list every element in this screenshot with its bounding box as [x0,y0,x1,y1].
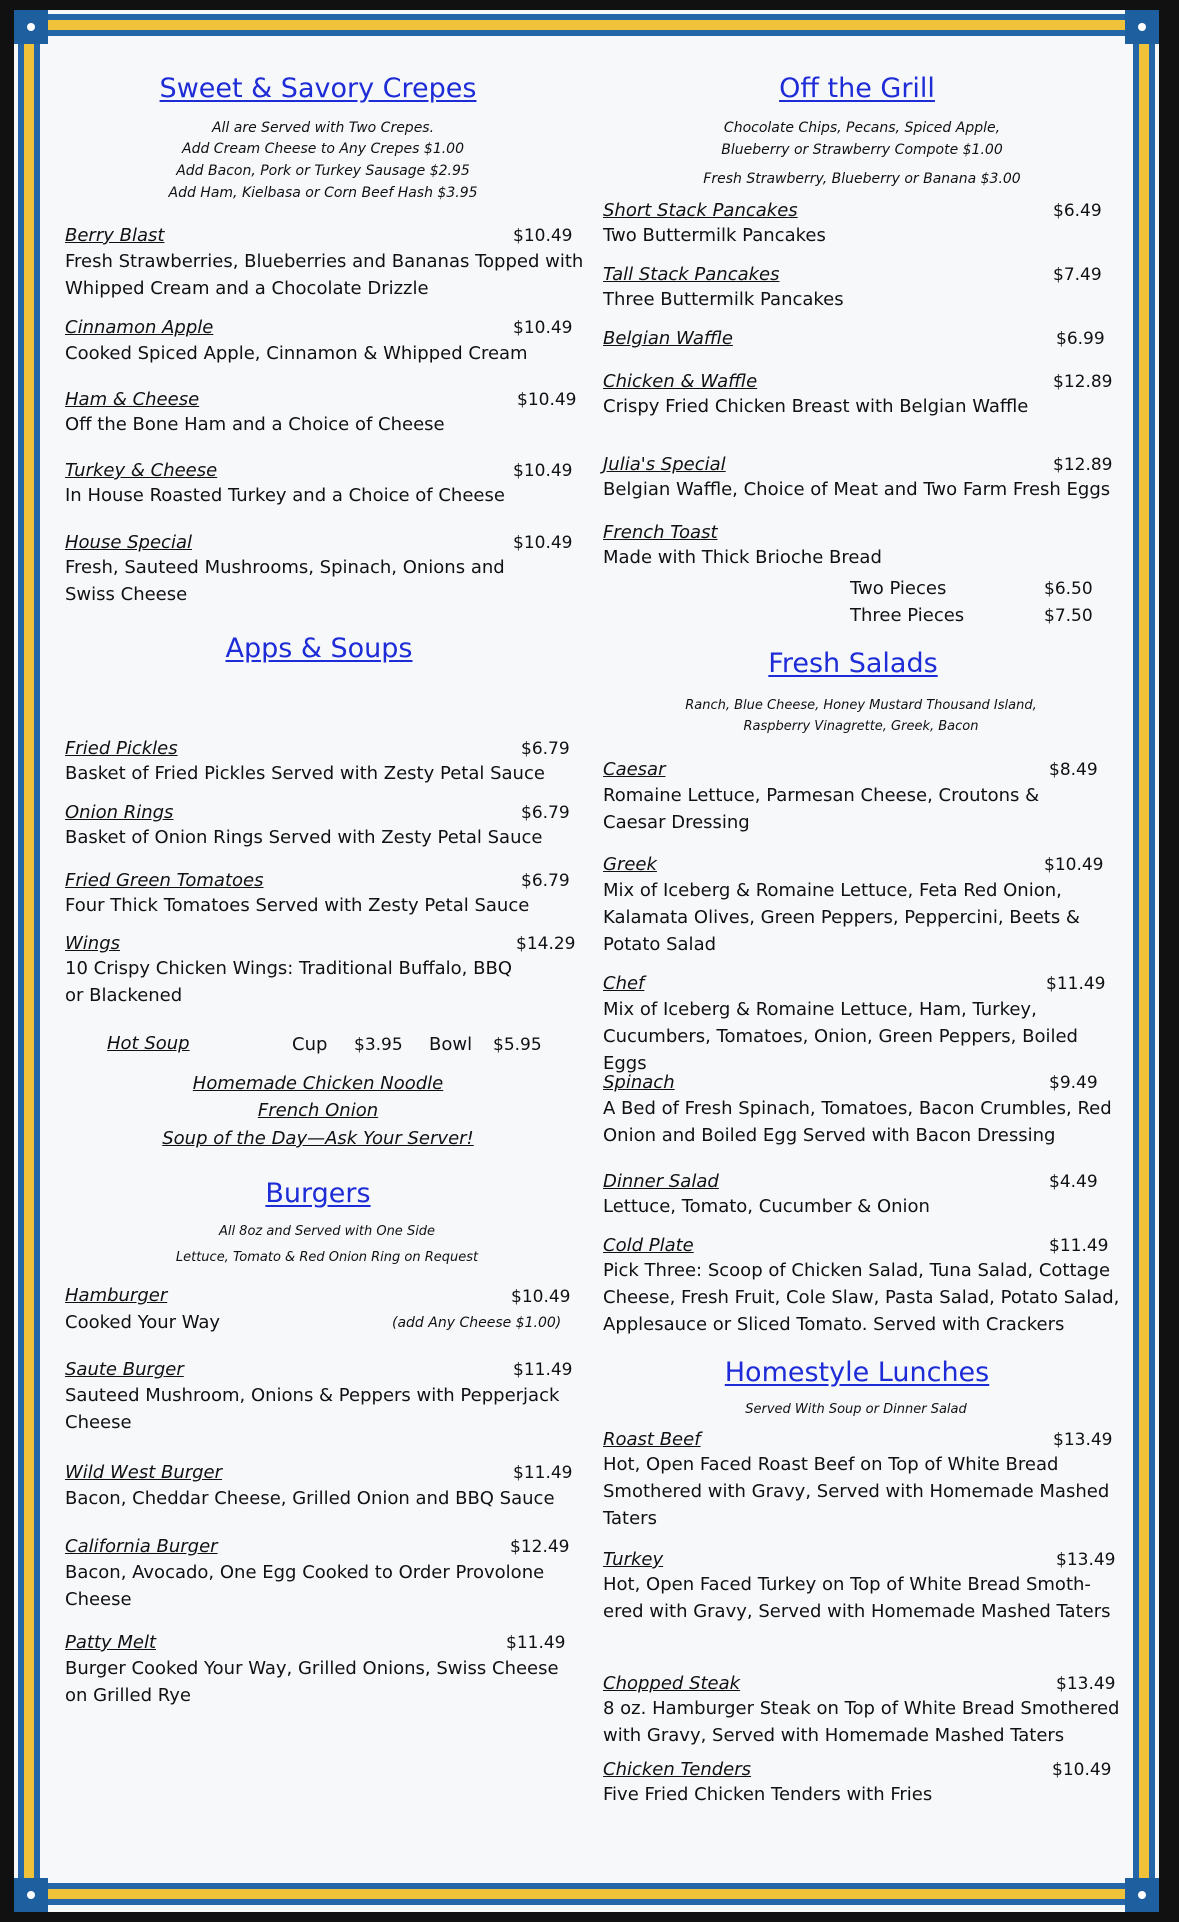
item-name: Chopped Steak [603,1673,741,1694]
item-name: Hamburger [65,1285,168,1306]
toast-option-label: Three Pieces [850,605,965,626]
item-description: Mix of Iceberg & Romaine Lettuce, Ham, Turkey, Cucumbers, Tomatoes, Onion, Green Peppers, Boiled Eggs [603,999,1078,1074]
item-name: Short Stack Pancakes [603,200,798,221]
item-description: A Bed of Fresh Spinach, Tomatoes, Bacon Crumbles, Red Onion and Boiled Egg Served with Bacon Dressing [603,1098,1112,1146]
menu-page [14,10,1159,1912]
soup-cup-label: Cup [292,1034,328,1055]
crepes-note: Add Cream Cheese to Any Crepes $1.00 [181,141,465,157]
item-price: $11.49 [1046,974,1106,994]
item-name: Onion Rings [65,802,174,823]
item-description: Basket of Fried Pickles Served with Zesty Petal Sauce [65,763,545,784]
item-description: Cooked Spiced Apple, Cinnamon & Whipped Cream [65,343,528,364]
item-name: Saute Burger [65,1359,184,1380]
item-price: $7.49 [1053,265,1102,285]
item-description: 8 oz. Hamburger Steak on Top of White Bread Smothered with Gravy, Served with Homemade Mashed Taters [603,1698,1120,1746]
item-price: $11.49 [1049,1236,1109,1256]
item-description: Five Fried Chicken Tenders with Fries [603,1784,933,1805]
item-price: $6.79 [521,803,570,823]
item-description: Romaine Lettuce, Parmesan Cheese, Croutons & Caesar Dressing [603,785,1040,833]
toast-option-price: $7.50 [1044,606,1093,626]
item-name: Turkey [603,1549,664,1570]
cheese-addon-note: (add Any Cheese $1.00) [392,1315,562,1331]
item-price: $10.49 [513,318,573,338]
burgers-note: Lettuce, Tomato & Red Onion Ring on Request [175,1250,479,1265]
item-name: Chef [603,973,645,994]
item-description: Hot, Open Faced Turkey on Top of White Bread Smoth-ered with Gravy, Served with Homemade Mashed Taters [603,1574,1111,1622]
soup-cup-price: $3.95 [354,1035,403,1055]
item-description: Fresh, Sauteed Mushrooms, Spinach, Onions and Swiss Cheese [65,557,505,605]
item-name: Tall Stack Pancakes [603,264,780,285]
soup-option: French Onion [257,1100,379,1121]
item-price: $11.49 [506,1633,566,1653]
toast-option-price: $6.50 [1044,579,1093,599]
item-price: $14.29 [516,934,576,954]
salads-note: Ranch, Blue Cheese, Honey Mustard Thousand Island, [685,698,1037,713]
toast-option-label: Two Pieces [850,578,947,599]
item-description: Mix of Iceberg & Romaine Lettuce, Feta Red Onion, Kalamata Olives, Green Peppers, Peppercini, Beets & Potato Salad [603,880,1080,955]
item-price: $12.89 [1053,372,1113,392]
item-description: Off the Bone Ham and a Choice of Cheese [65,414,445,435]
item-name: Berry Blast [65,225,165,246]
item-description: Belgian Waffle, Choice of Meat and Two Farm Fresh Eggs [603,479,1111,500]
soup-option: Soup of the Day—Ask Your Server! [162,1128,474,1149]
item-name: Wings [65,933,121,954]
item-price: $6.99 [1056,329,1105,349]
item-description: In House Roasted Turkey and a Choice of Cheese [65,485,505,506]
item-description: Two Buttermilk Pancakes [603,225,826,246]
item-name: Fried Green Tomatoes [65,870,264,891]
item-description: Burger Cooked Your Way, Grilled Onions, Swiss Cheese on Grilled Rye [65,1658,559,1706]
item-price: $8.49 [1049,760,1098,780]
item-name: Chicken Tenders [603,1759,752,1780]
item-price: $6.49 [1053,201,1102,221]
item-description: Hot, Open Faced Roast Beef on Top of White Bread Smothered with Gravy, Served with Homemade Mashed Taters [603,1454,1110,1529]
item-description: Basket of Onion Rings Served with Zesty Petal Sauce [65,827,543,848]
item-price: $9.49 [1049,1073,1098,1093]
item-description: Cooked Your Way [65,1312,221,1333]
item-price: $10.49 [513,226,573,246]
burgers-heading: Burgers [265,1178,371,1209]
item-name: Caesar [603,759,666,780]
item-name: Roast Beef [603,1429,701,1450]
item-name: Cold Plate [603,1235,694,1256]
item-price: $10.49 [511,1287,571,1307]
item-price: $11.49 [513,1463,573,1483]
item-price: $12.89 [1053,455,1113,475]
burgers-note: All 8oz and Served with One Side [218,1224,436,1239]
lunches-note: Served With Soup or Dinner Salad [745,1402,967,1417]
item-price: $10.49 [517,390,577,410]
grill-note: Fresh Strawberry, Blueberry or Banana $3.00 [703,171,1021,187]
item-price: $6.79 [521,739,570,759]
item-name: Ham & Cheese [65,389,200,410]
item-name: Spinach [603,1072,675,1093]
item-price: $10.49 [513,461,573,481]
hot-soup-label: Hot Soup [107,1033,190,1054]
lunches-heading: Homestyle Lunches [724,1357,990,1388]
item-name: Wild West Burger [65,1462,223,1483]
grill-note: Blueberry or Strawberry Compote $1.00 [721,142,1003,158]
item-description: Bacon, Cheddar Cheese, Grilled Onion and BBQ Sauce [65,1488,555,1509]
salads-note: Raspberry Vinagrette, Greek, Bacon [743,719,979,734]
item-name: Fried Pickles [65,738,178,759]
item-name: Greek [603,854,657,875]
item-price: $13.49 [1053,1430,1113,1450]
item-description: Three Buttermilk Pancakes [603,289,844,310]
soup-bowl-price: $5.95 [493,1035,542,1055]
item-price: $13.49 [1056,1550,1116,1570]
soup-bowl-label: Bowl [429,1034,473,1055]
item-name: Turkey & Cheese [65,460,218,481]
item-description: Sauteed Mushroom, Onions & Peppers with Pepperjack Cheese [65,1385,560,1433]
item-name: House Special [65,532,192,553]
item-price: $4.49 [1049,1172,1098,1192]
crepes-heading: Sweet & Savory Crepes [159,73,477,104]
item-name: Patty Melt [65,1632,157,1653]
menu-content [14,10,1159,1912]
item-name: Chicken & Waffle [603,371,758,392]
item-description: Four Thick Tomatoes Served with Zesty Petal Sauce [65,895,530,916]
item-description: Pick Three: Scoop of Chicken Salad, Tuna Salad, Cottage Cheese, Fresh Fruit, Cole Slaw, Pasta Salad, Potato Salad, Applesauce or Sliced Tomato. Served with Crackers [603,1260,1120,1335]
item-name: Julia's Special [603,454,726,475]
item-price: $10.49 [513,533,573,553]
item-name: Cinnamon Apple [65,317,214,338]
crepes-note: All are Served with Two Crepes. [211,120,435,136]
item-price: $10.49 [1052,1760,1112,1780]
item-price: $13.49 [1056,1674,1116,1694]
crepes-note: Add Bacon, Pork or Turkey Sausage $2.95 [176,163,470,179]
item-name: French Toast [603,522,718,543]
item-price: $12.49 [510,1537,570,1557]
soup-option: Homemade Chicken Noodle [192,1073,444,1094]
grill-heading: Off the Grill [779,73,935,104]
item-price: $6.79 [521,871,570,891]
item-description: Bacon, Avocado, One Egg Cooked to Order Provolone Cheese [65,1562,545,1610]
item-description: Fresh Strawberries, Blueberries and Bananas Topped with Whipped Cream and a Chocolate Drizzle [65,251,584,299]
grill-note: Chocolate Chips, Pecans, Spiced Apple, [723,120,1001,136]
item-description: Lettuce, Tomato, Cucumber & Onion [603,1196,930,1217]
salads-heading: Fresh Salads [768,648,938,679]
item-description: Crispy Fried Chicken Breast with Belgian Waffle [603,396,1029,417]
item-price: $10.49 [1044,855,1104,875]
item-description: 10 Crispy Chicken Wings: Traditional Buffalo, BBQ or Blackened [65,958,512,1006]
item-name: Dinner Salad [603,1171,719,1192]
item-description: Made with Thick Brioche Bread [603,547,882,568]
apps-heading: Apps & Soups [225,633,413,664]
crepes-note: Add Ham, Kielbasa or Corn Beef Hash $3.95 [168,185,478,201]
item-price: $11.49 [513,1360,573,1380]
item-name: Belgian Waffle [603,328,733,349]
item-name: California Burger [65,1536,218,1557]
